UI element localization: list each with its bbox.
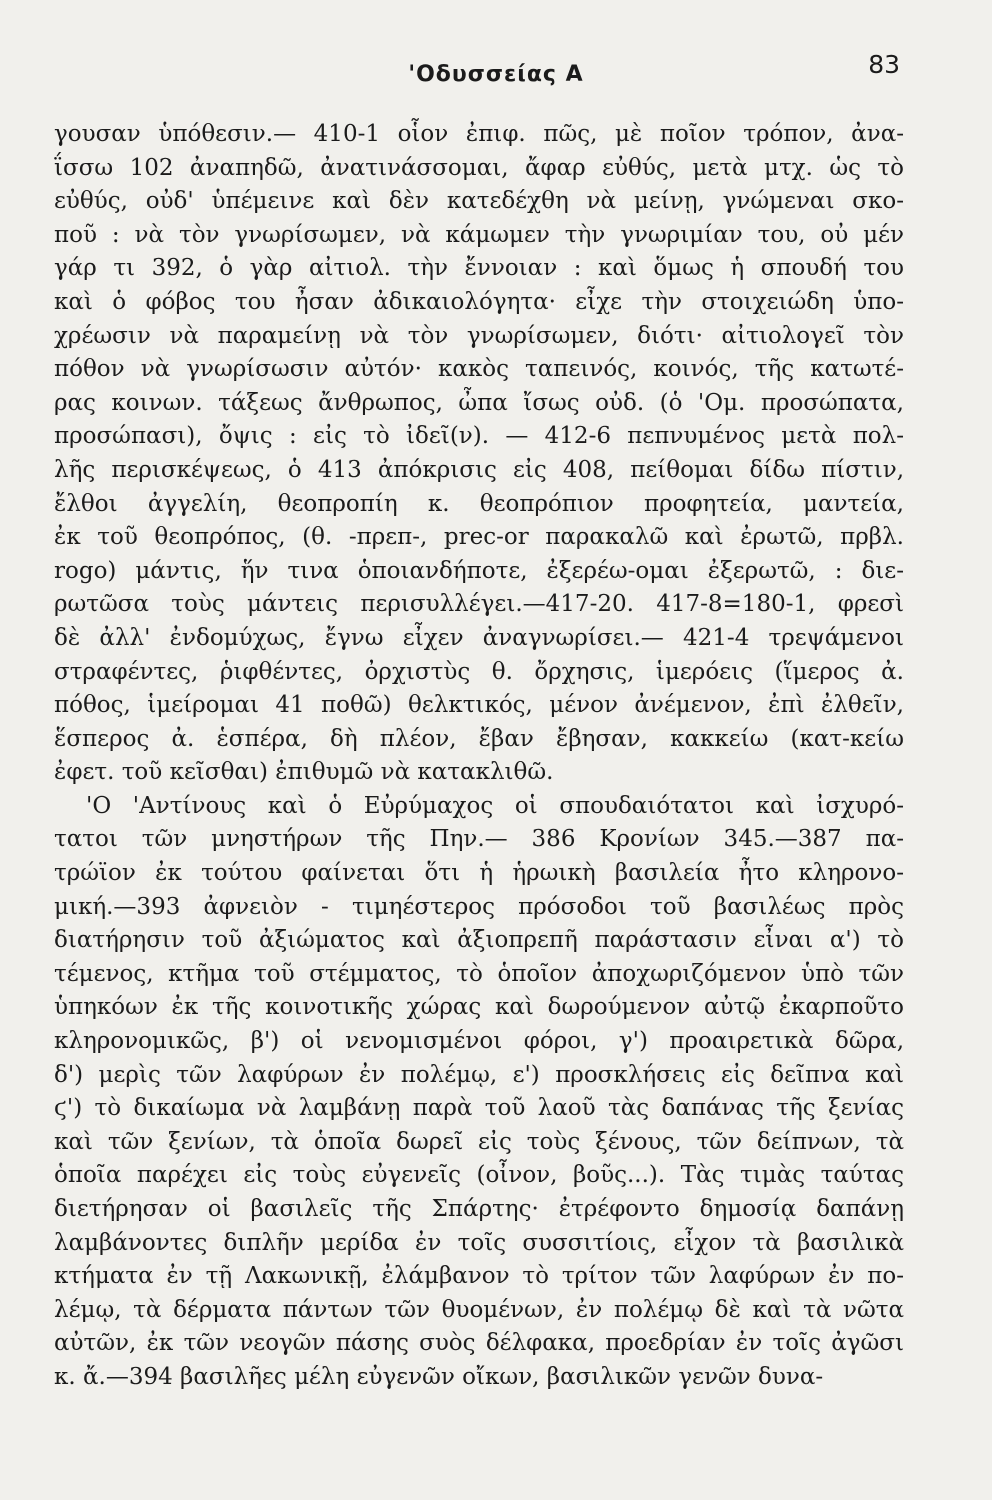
text-line: μική.—393 ἀφνειὸν - τιμηέστερος πρόσοδοι τοῦ βασιλέως πρὸς	[54, 893, 904, 920]
text-line: ἔλθοι ἀγγελίη, θεοπροπίη κ. θεοπρόπιον προφητεία, μαντεία,	[54, 490, 904, 517]
text-line: γάρ τι 392, ὁ γὰρ αἰτιολ. τὴν ἔννοιαν : καὶ ὅμως ἡ σπουδή του	[54, 255, 904, 282]
text-line: rogo) μάντις, ἥν τινα ὁποιανδήποτε, ἐξερέω-ομαι ἐξερωτῶ, : διε-	[54, 557, 904, 584]
commentary-text	[54, 118, 904, 1395]
text-line: ρας κοινων. τάξεως ἄνθρωπος, ὦπα ἴσως οὐδ. (ὁ 'Ομ. προσώπατα,	[54, 389, 904, 416]
text-line: καὶ ὁ φόβος του ἦσαν ἀδικαιολόγητα· εἶχε τὴν στοιχειώδη ὑπο-	[54, 288, 904, 315]
text-line: λαμβάνοντες διπλῆν μερίδα ἐν τοῖς συσσιτίοις, εἶχον τὰ βασιλικὰ	[54, 1229, 904, 1256]
text-line: ΐσσω 102 ἀναπηδῶ, ἀνατινάσσομαι, ἄφαρ εὐθύς, μετὰ μτχ. ὡς τὸ	[54, 154, 904, 181]
text-line: χρέωσιν νὰ παραμείνῃ νὰ τὸν γνωρίσωμεν, διότι· αἰτιολογεῖ τὸν	[54, 322, 904, 349]
text-line: καὶ τῶν ξενίων, τὰ ὁποῖα δωρεῖ εἰς τοὺς ξένους, τῶν δείπνων, τὰ	[54, 1128, 904, 1155]
text-line: κτήματα ἐν τῇ Λακωνικῇ, ἐλάμβανον τὸ τρίτον τῶν λαφύρων ἐν πο-	[54, 1263, 904, 1290]
text-line: προσώπασι), ὄψις : εἰς τὸ ἰδεῖ(ν). — 412-6 πεπνυμένος μετὰ πολ-	[54, 423, 904, 450]
text-line: τρώϊον ἐκ τούτου φαίνεται ὅτι ἡ ἡρωικὴ βασιλεία ἦτο κληρονο-	[54, 860, 904, 887]
text-line: ὁποῖα παρέχει εἰς τοὺς εὐγενεῖς (οἶνον, βοῦς...). Τὰς τιμὰς ταύτας	[54, 1162, 904, 1189]
text-line: ἐφετ. τοῦ κεῖσθαι) ἐπιθυμῶ νὰ κατακλιθῶ.	[54, 759, 554, 786]
text-line: ἕσπερος ἀ. ἑσπέρα, δὴ πλέον, ἔβαν ἔβησαν, κακκείω (κατ-κείω	[54, 725, 904, 752]
text-line: ποῦ : νὰ τὸν γνωρίσωμεν, νὰ κάμωμεν τὴν γνωριμίαν του, οὐ μέν	[54, 221, 904, 248]
text-line: τατοι τῶν μνηστήρων τῆς Πην.— 386 Κρονίων 345.—387 πα-	[54, 826, 904, 853]
text-line: ρωτῶσα τοὺς μάντεις περισυλλέγει.—417-20. 417-8=180-1, φρεσὶ	[54, 591, 904, 618]
running-head-title: 'Οδυσσείας Α	[408, 62, 584, 87]
text-line: λέμῳ, τὰ δέρματα πάντων τῶν θυομένων, ἐν πολέμῳ δὲ καὶ τὰ νῶτα	[54, 1296, 904, 1323]
text-line: εὐθύς, οὐδ' ὑπέμεινε καὶ δὲν κατεδέχθη νὰ μείνῃ, γνώμεναι σκο-	[54, 188, 904, 215]
text-line: κ. ἄ.—394 βασιλῆες μέλη εὐγενῶν οἴκων, βασιλικῶν γενῶν δυνα-	[54, 1363, 824, 1390]
text-line: κληρονομικῶς, β') οἱ νενομισμένοι φόροι, γ') προαιρετικὰ δῶρα,	[54, 1028, 904, 1055]
text-line: πόθος, ἱμείρομαι 41 ποθῶ) θελκτικός, μένον ἀνέμενον, ἐπὶ ἐλθεῖν,	[54, 692, 904, 719]
text-line: ὑπηκόων ἐκ τῆς κοινοτικῆς χώρας καὶ δωρούμενον αὐτῷ ἐκαρποῦτο	[54, 994, 904, 1021]
text-line: δὲ ἀλλ' ἐνδομύχως, ἔγνω εἶχεν ἀναγνωρίσει.— 421-4 τρεψάμενοι	[54, 624, 904, 651]
text-line: γουσαν ὑπόθεσιν.— 410-1 οἷον ἐπιφ. πῶς, μὲ ποῖον τρόπον, ἀνα-	[54, 121, 904, 147]
text-line: διετήρησαν οἱ βασιλεῖς τῆς Σπάρτης· ἐτρέφοντο δημοσίᾳ δαπάνῃ	[54, 1196, 904, 1222]
text-line: ϛ') τὸ δικαίωμα νὰ λαμβάνῃ παρὰ τοῦ λαοῦ τὰς δαπάνας τῆς ξενίας	[54, 1095, 904, 1122]
text-line: λῆς περισκέψεως, ὁ 413 ἀπόκρισις εἰς 408, πείθομαι δίδω πίστιν,	[54, 456, 904, 483]
text-line: δ') μερὶς τῶν λαφύρων ἐν πολέμῳ, ε') προσκλήσεις εἰς δεῖπνα καὶ	[54, 1061, 904, 1088]
page-number: 83	[868, 50, 900, 79]
text-line: στραφέντες, ῥιφθέντες, ὀρχιστὺς θ. ὄρχησις, ἱμερόεις (ἵμερος ἀ.	[54, 658, 904, 685]
running-head	[0, 50, 992, 92]
text-line: 'Ο 'Αντίνους καὶ ὁ Εὐρύμαχος οἱ σπουδαιότατοι καὶ ἰσχυρό-	[86, 792, 904, 819]
text-line: πόθον νὰ γνωρίσωσιν αὐτόν· κακὸς ταπεινός, κοινός, τῆς κατωτέ-	[54, 356, 904, 383]
text-line: τέμενος, κτῆμα τοῦ στέμματος, τὸ ὁποῖον ἀποχωριζόμενον ὑπὸ τῶν	[54, 960, 904, 987]
text-line: διατήρησιν τοῦ ἀξιώματος καὶ ἀξιοπρεπῆ παράστασιν εἶναι α') τὸ	[54, 927, 904, 954]
text-line: αὐτῶν, ἐκ τῶν νεογῶν πάσης συὸς δέλφακα, προεδρίαν ἐν τοῖς ἀγῶσι	[54, 1330, 904, 1357]
text-line: ἐκ τοῦ θεοπρόπος, (θ. -πρεπ-, prec-or παρακαλῶ καὶ ἐρωτῶ, πρβλ.	[54, 524, 904, 551]
